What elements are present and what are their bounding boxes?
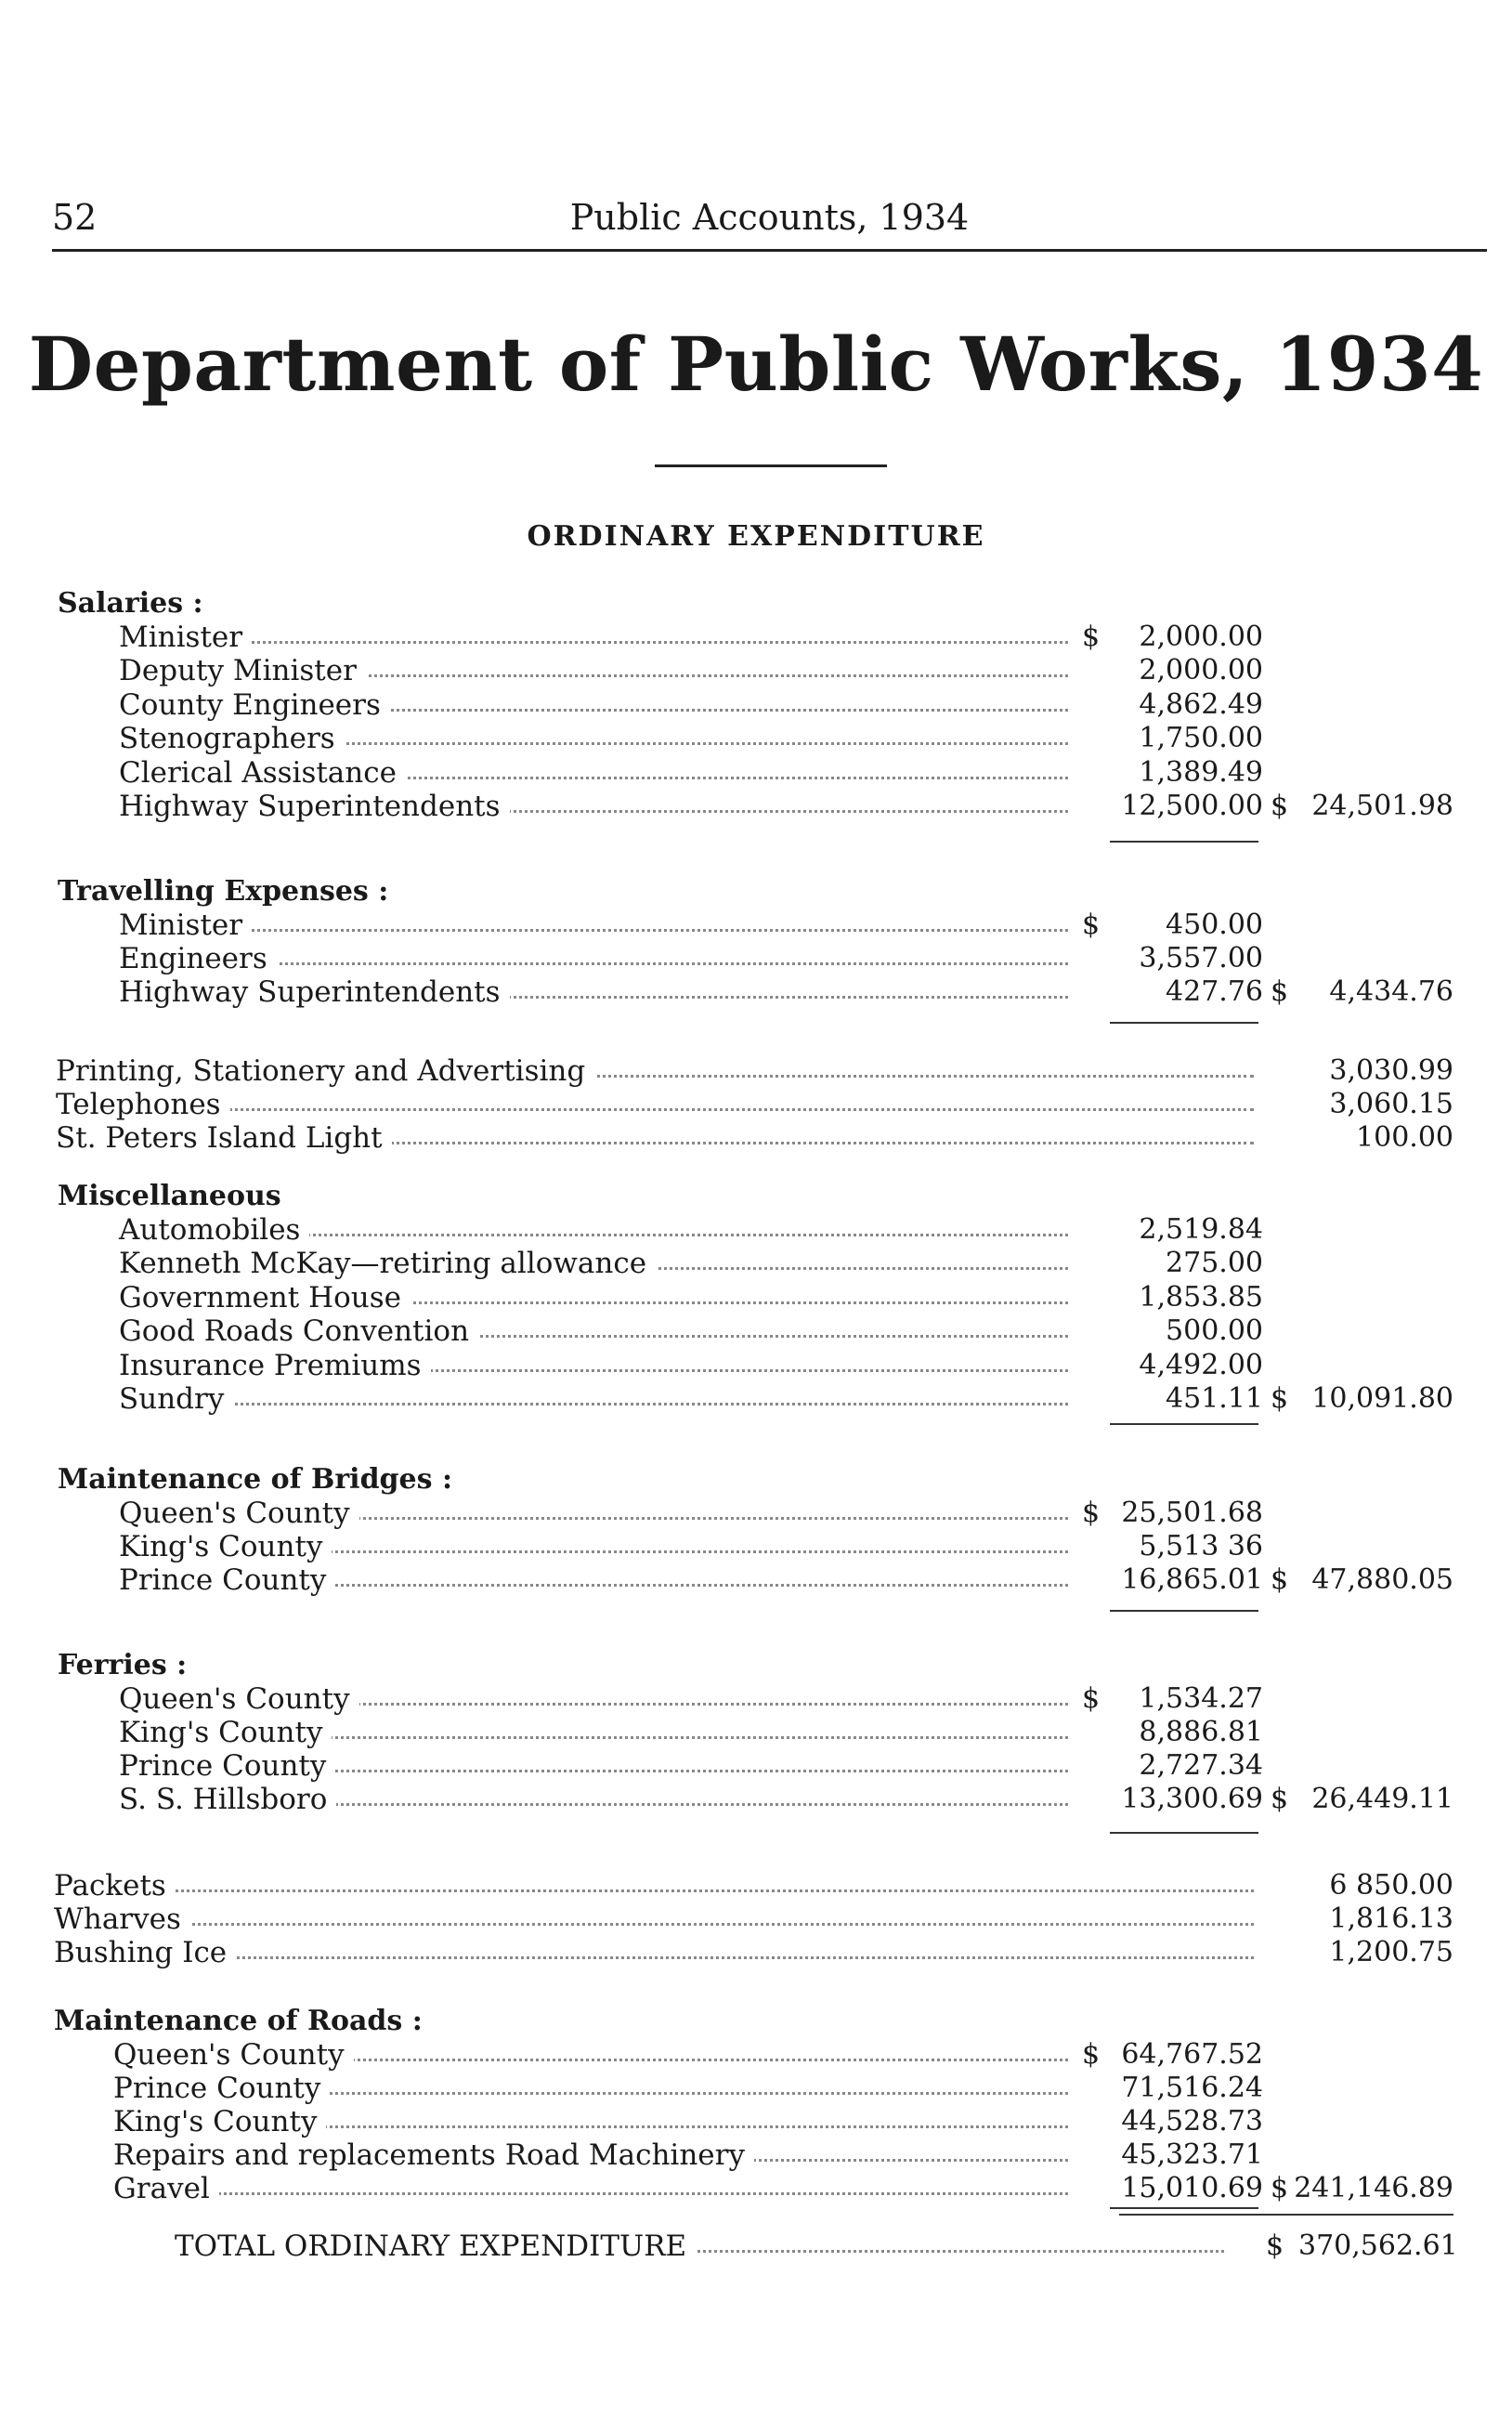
leader-dots [119, 929, 1068, 932]
line-item-amount: 15,010.69 [1121, 2172, 1263, 2204]
line-item-amount: 275.00 [1166, 1247, 1263, 1279]
section-total: 47,880.05 [1311, 1563, 1453, 1596]
line-item-label: King's County [113, 2105, 326, 2138]
leader-dots [56, 1108, 1254, 1111]
grand-total-currency: $ [1266, 2229, 1284, 2262]
grand-total-label: TOTAL ORDINARY EXPENDITURE [175, 2229, 696, 2263]
line-item-label: Queen's County [119, 1497, 359, 1530]
section-total-currency: $ [1271, 1382, 1289, 1415]
line-item-row [119, 1314, 1467, 1348]
page-number: 52 [52, 197, 98, 238]
section-total: 100.00 [1356, 1121, 1453, 1154]
line-item-label: Minister [119, 909, 252, 942]
line-item-row [119, 909, 1467, 942]
line-item-label: Automobiles [119, 1213, 309, 1247]
section-total: 24,501.98 [1311, 790, 1453, 822]
section-total-currency: $ [1271, 790, 1289, 822]
line-item-amount: 2,000.00 [1139, 621, 1263, 653]
line-item-label: Gravel [113, 2172, 219, 2205]
line-item-amount: 2,000.00 [1139, 654, 1263, 686]
line-item-label: Deputy Minister [119, 654, 366, 687]
line-item-amount: 25,501.68 [1121, 1497, 1263, 1529]
line-item-amount: 64,767.52 [1121, 2038, 1263, 2071]
line-item-amount: 500.00 [1166, 1314, 1263, 1347]
section-title: Salaries : [58, 587, 203, 620]
leader-dots [54, 1889, 1254, 1892]
header-rule [52, 249, 1487, 252]
line-item-currency: $ [1082, 1682, 1101, 1715]
line-item-currency: $ [1082, 1497, 1101, 1529]
page-title: Department of Public Works, 1934 [28, 320, 1484, 408]
line-item-amount: 16,865.01 [1121, 1563, 1263, 1596]
page-header [52, 197, 1487, 242]
section-total: 3,030.99 [1329, 1054, 1453, 1087]
line-item-row [119, 1530, 1467, 1563]
line-item-label: Highway Superintendents [119, 975, 510, 1009]
line-item-row [119, 1349, 1467, 1382]
line-item-row [119, 1682, 1467, 1716]
line-item-label: Prince County [119, 1563, 335, 1597]
line-item-amount: 1,389.49 [1139, 756, 1263, 789]
section-total-currency: $ [1271, 975, 1289, 1008]
line-item-row [119, 1281, 1467, 1314]
leader-dots [54, 1923, 1254, 1926]
line-item-row [113, 2105, 1467, 2138]
line-item-row [119, 1783, 1467, 1816]
line-item-row [119, 975, 1467, 1009]
line-item-row [119, 1497, 1467, 1530]
line-item-amount: 2,519.84 [1139, 1213, 1263, 1246]
section-total-currency: $ [1271, 1783, 1289, 1815]
line-item-row [54, 1869, 1467, 1903]
line-item-amount: 71,516.24 [1121, 2072, 1263, 2104]
line-item-amount: 450.00 [1166, 909, 1263, 941]
title-rule [655, 464, 887, 467]
line-item-label: Insurance Premiums [119, 1349, 431, 1382]
subheading: ORDINARY EXPENDITURE [527, 520, 985, 553]
subtotal-rule [1110, 2207, 1258, 2209]
line-item-amount: 12,500.00 [1121, 790, 1263, 822]
subtotal-rule [1110, 841, 1258, 843]
line-item-label: Printing, Stationery and Advertising [56, 1054, 594, 1088]
line-item-label: Queen's County [119, 1682, 359, 1716]
leader-dots [113, 2192, 1068, 2195]
line-item-label: Good Roads Convention [119, 1314, 478, 1348]
section-title: Travelling Expenses : [58, 875, 389, 908]
line-item-row [56, 1088, 1467, 1121]
line-item-row [113, 2172, 1467, 2205]
section-total: 241,146.89 [1294, 2172, 1453, 2204]
line-item-label: Minister [119, 621, 252, 654]
line-item-row [119, 1382, 1467, 1416]
section-title: Ferries : [58, 1649, 188, 1681]
line-item-amount: 1,534.27 [1139, 1682, 1263, 1715]
section-total: 1,200.75 [1329, 1936, 1453, 1968]
line-item-amount: 5,513 36 [1139, 1530, 1263, 1563]
line-item-row [119, 1749, 1467, 1783]
grand-total-rule [1119, 2214, 1453, 2216]
line-item-row [56, 1121, 1467, 1155]
section-total: 10,091.80 [1311, 1382, 1453, 1415]
line-item-row [119, 942, 1467, 975]
section-title: Maintenance of Roads : [54, 2005, 423, 2037]
line-item-label: King's County [119, 1530, 332, 1563]
line-item-amount: 451.11 [1166, 1382, 1263, 1415]
line-item-label: Queen's County [113, 2038, 354, 2072]
line-item-row [119, 688, 1467, 722]
section-total-currency: $ [1271, 1563, 1289, 1596]
line-item-label: Prince County [113, 2072, 330, 2105]
line-item-label: Kenneth McKay—retiring allowance [119, 1247, 656, 1280]
line-item-amount: 1,853.85 [1139, 1281, 1263, 1314]
section-total: 3,060.15 [1329, 1088, 1453, 1120]
subtotal-rule [1110, 1610, 1258, 1612]
line-item-label: St. Peters Island Light [56, 1121, 392, 1155]
subtotal-rule [1110, 1022, 1258, 1024]
line-item-amount: 4,492.00 [1139, 1349, 1263, 1381]
line-item-label: Bushing Ice [54, 1936, 236, 1969]
section-title: Miscellaneous [58, 1180, 281, 1212]
line-item-label: Telephones [56, 1088, 230, 1121]
subtotal-rule [1110, 1423, 1258, 1425]
line-item-row [54, 1936, 1467, 1969]
line-item-amount: 45,323.71 [1121, 2138, 1263, 2171]
section-title: Maintenance of Bridges : [58, 1463, 453, 1496]
section-total: 26,449.11 [1311, 1783, 1453, 1815]
grand-total-amount: 370,562.61 [1298, 2229, 1458, 2262]
line-item-label: Packets [54, 1869, 176, 1903]
line-item-row [56, 1054, 1467, 1088]
section-total: 6 850.00 [1329, 1869, 1453, 1902]
line-item-label: Stenographers [119, 722, 345, 755]
line-item-amount: 44,528.73 [1121, 2105, 1263, 2138]
section-total-currency: $ [1271, 2172, 1289, 2204]
leader-dots [119, 1403, 1068, 1406]
line-item-label: S. S. Hillsboro [119, 1783, 336, 1816]
line-item-currency: $ [1082, 909, 1101, 941]
line-item-currency: $ [1082, 2038, 1101, 2071]
line-item-row [119, 790, 1467, 823]
line-item-row [119, 621, 1467, 654]
line-item-row [119, 1213, 1467, 1247]
line-item-row [119, 654, 1467, 687]
line-item-label: Repairs and replacements Road Machinery [113, 2138, 754, 2172]
line-item-amount: 2,727.34 [1139, 1749, 1263, 1782]
line-item-label: County Engineers [119, 688, 390, 722]
line-item-amount: 427.76 [1166, 975, 1263, 1008]
line-item-row [119, 1716, 1467, 1749]
line-item-label: Engineers [119, 942, 277, 975]
line-item-amount: 4,862.49 [1139, 688, 1263, 721]
line-item-amount: 3,557.00 [1139, 942, 1263, 974]
line-item-row [113, 2072, 1467, 2105]
line-item-amount: 13,300.69 [1121, 1783, 1263, 1815]
line-item-amount: 1,750.00 [1139, 722, 1263, 754]
line-item-row [54, 1903, 1467, 1936]
line-item-label: King's County [119, 1716, 332, 1749]
subtotal-rule [1110, 1832, 1258, 1834]
running-title: Public Accounts, 1934 [569, 197, 970, 238]
line-item-amount: 8,886.81 [1139, 1716, 1263, 1748]
line-item-label: Clerical Assistance [119, 756, 406, 790]
section-total: 1,816.13 [1329, 1903, 1453, 1935]
line-item-row [119, 756, 1467, 790]
line-item-label: Highway Superintendents [119, 790, 510, 823]
line-item-label: Prince County [119, 1749, 335, 1783]
line-item-row [113, 2138, 1467, 2172]
line-item-label: Wharves [54, 1903, 190, 1936]
line-item-row [119, 722, 1467, 755]
line-item-row [113, 2038, 1467, 2072]
line-item-row [119, 1563, 1467, 1597]
leader-dots [119, 641, 1068, 644]
line-item-currency: $ [1082, 621, 1101, 653]
section-total: 4,434.76 [1329, 975, 1453, 1008]
line-item-label: Sundry [119, 1382, 233, 1416]
grand-total-row [175, 2229, 1456, 2263]
line-item-label: Government House [119, 1281, 411, 1314]
line-item-row [119, 1247, 1467, 1280]
